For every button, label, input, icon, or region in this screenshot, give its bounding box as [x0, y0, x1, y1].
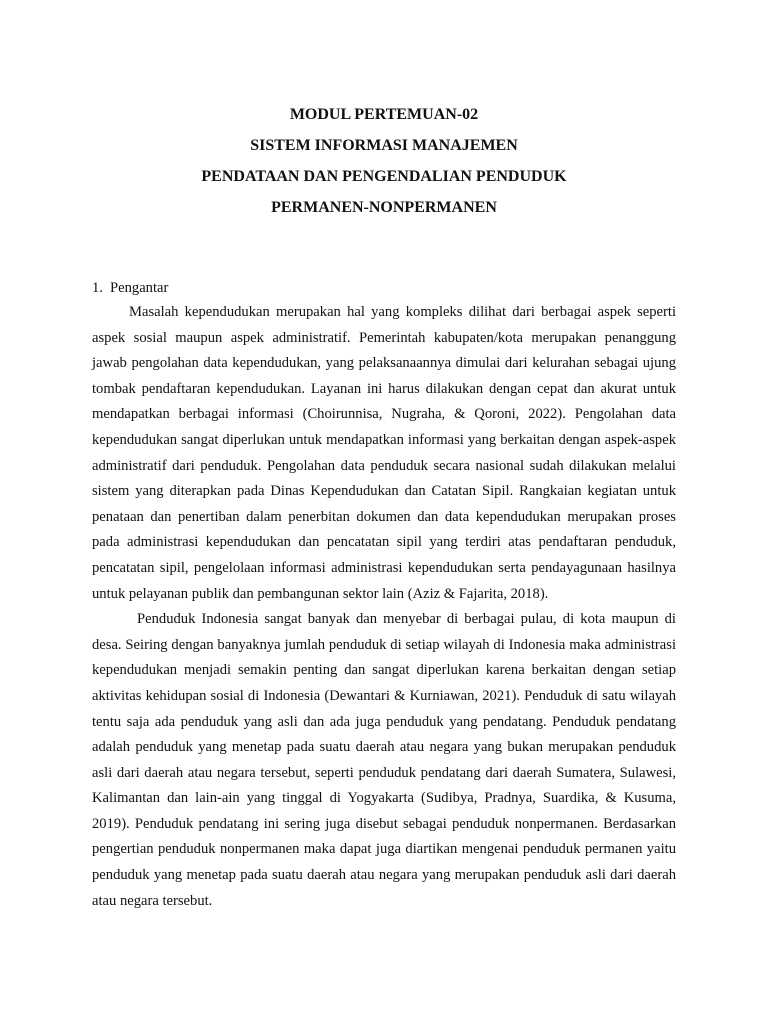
- section-title: Pengantar: [110, 280, 169, 296]
- document-title: [0, 99, 768, 223]
- section-heading: [92, 278, 168, 298]
- title-line-subtopic: PERMANEN-NONPERMANEN: [271, 199, 497, 216]
- paragraph-intro: Masalah kependudukan merupakan hal yang kompleks dilihat dari berbagai aspek seperti aspek sosial maupun aspek administratif. Pemerintah kabupaten/kota merupakan penanggung jawab pengolahan data kependudukan, yang pelaksanaannya dimulai dari kelurahan sebagai ujung tombak pendaftaran kependudukan. Layanan ini harus dilakukan dengan cepat dan akurat untuk mendapatkan berbagai informasi (Choirunnisa, Nugraha, & Qoroni, 2022). Pengolahan data kependudukan sangat diperlukan untuk mendapatkan informasi yang berkaitan dengan aspek-aspek administratif dari penduduk. Pengolahan data penduduk secara nasional sudah dilakukan melalui sistem yang diterapkan pada Dinas Kependudukan dan Catatan Sipil. Rangkaian kegiatan untuk penataan dan penertiban dalam penerbitan dokumen dan data kependudukan merupakan proses pada administrasi kependudukan dan pencatatan sipil yang terdiri atas pendaftaran penduduk, pencatatan sipil, pengelolaan informasi administrasi kependudukan serta pendayagunaan hasilnya untuk pelayanan publik dan pembangunan sektor lain (Aziz & Fajarita, 2018).: [92, 304, 676, 602]
- title-line-module: MODUL PERTEMUAN-02: [289, 106, 479, 123]
- title-line-course: SISTEM INFORMASI MANAJEMEN: [250, 137, 518, 154]
- body-text: [92, 300, 676, 914]
- paragraph-population: Penduduk Indonesia sangat banyak dan menyebar di berbagai pulau, di kota maupun di desa. Seiring dengan banyaknya jumlah penduduk di setiap wilayah di Indonesia maka administrasi kependudukan menjadi semakin penting dan sangat diperlukan karena berkaitan dengan setiap aktivitas kehidupan sosial di Indonesia (Dewantari & Kurniawan, 2021). Penduduk di satu wilayah tentu saja ada penduduk yang asli dan ada juga penduduk yang pendatang. Penduduk pendatang adalah penduduk yang menetap pada suatu daerah atau negara yang bukan merupakan penduduk asli dari daerah atau negara tersebut, seperti penduduk pendatang dari daerah Sumatera, Sulawesi, Kalimantan dan lain-ain yang tinggal di Yogyakarta (Sudibya, Pradnya, Suardika, & Kusuma, 2019). Penduduk pendatang ini sering juga disebut sebagai penduduk nonpermanen. Berdasarkan pengertian penduduk nonpermanen maka dapat juga diartikan mengenai penduduk permanen yaitu penduduk yang menetap pada suatu daerah atau negara yang merupakan penduduk asli dari daerah atau negara tersebut.: [92, 611, 676, 909]
- title-line-topic: PENDATAAN DAN PENGENDALIAN PENDUDUK: [201, 168, 567, 185]
- section-number: 1.: [92, 280, 103, 296]
